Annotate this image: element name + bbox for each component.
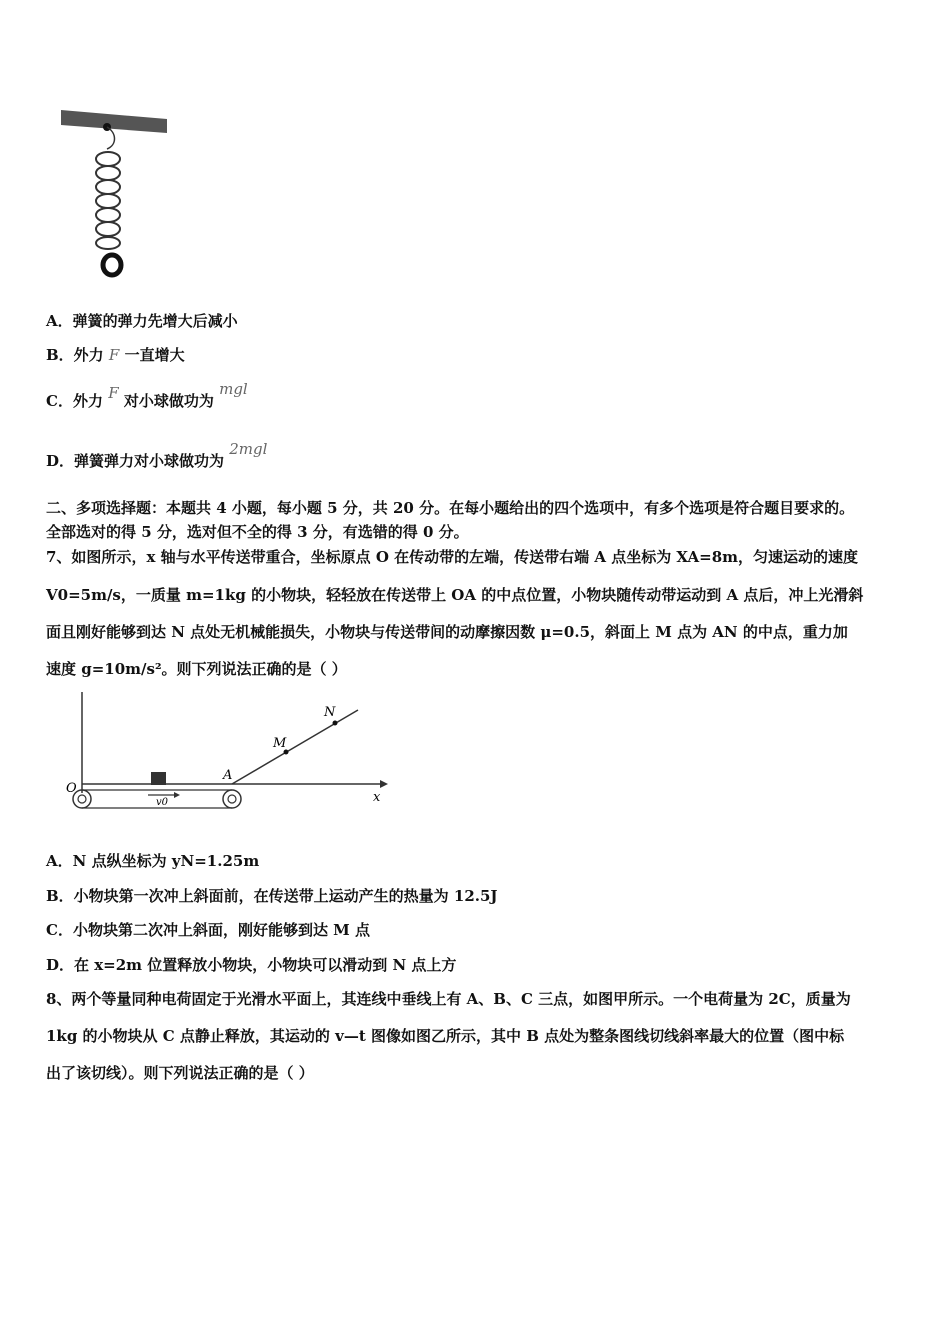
label-m: M [273, 736, 287, 751]
point-n [333, 721, 338, 726]
q7-option-b: B．小物块第一次冲上斜面前，在传送带上运动产生的热量为 12.5J [46, 887, 498, 905]
label-o: O [66, 781, 77, 796]
q8-stem-line2: 1kg 的小物块从 C 点静止释放，其运动的 v—t 图像如图乙所示，其中 B 点处为整条图线切线斜率最大的位置（图中标 [46, 1027, 845, 1045]
q8-stem-line3: 出了该切线）。则下列说法正确的是（ ） [46, 1064, 314, 1082]
q6-option-a: A．弹簧的弹力先增大后减小 [46, 312, 238, 330]
spring-coil [96, 152, 120, 249]
section2-heading-line1: 二、多项选择题：本题共 4 小题，每小题 5 分，共 20 分。在每小题给出的四个选项中，有多个选项是符合题目要求的。 [46, 499, 855, 517]
spring-figure [55, 105, 175, 285]
right-roller [223, 790, 241, 808]
q7-stem-line4: 速度 g=10m/s²。则下列说法正确的是（ ） [46, 660, 347, 678]
q7-stem-line1: 7、如图所示，x 轴与水平传送带重合，坐标原点 O 在传动带的左端，传送带右端 A 点坐标为 XA=8m，匀速运动的速度 [46, 548, 859, 566]
section2-heading-line2: 全部选对的得 5 分，选对但不全的得 3 分，有选错的得 0 分。 [46, 523, 469, 541]
ceiling-bar [61, 110, 167, 133]
ball [103, 255, 121, 275]
incline [232, 710, 358, 784]
label-a: A [223, 768, 233, 783]
q6-option-d: D．弹簧弹力对小球做功为 2mgl [46, 440, 268, 470]
block [151, 772, 166, 785]
conveyor-figure [62, 688, 392, 818]
label-n: N [324, 705, 336, 720]
q7-option-d: D．在 x=2m 位置释放小物块，小物块可以滑动到 N 点上方 [46, 956, 457, 974]
q6-option-c: C．外力 F 对小球做功为 mgl [46, 380, 248, 410]
q7-option-c: C．小物块第二次冲上斜面，刚好能够到达 M 点 [46, 921, 370, 939]
q7-option-a: A．N 点纵坐标为 yN=1.25m [46, 852, 260, 870]
label-v0: v0 [156, 797, 169, 808]
q7-stem-line2: V0=5m/s，一质量 m=1kg 的小物块，轻轻放在传送带上 OA 的中点位置，小物块随传动带运动到 A 点后，冲上光滑斜 [46, 586, 864, 604]
q8-stem-line1: 8、两个等量同种电荷固定于光滑水平面上，其连线中垂线上有 A、B、C 三点，如图甲所示。一个电荷量为 2C，质量为 [46, 990, 851, 1008]
label-x: x [373, 790, 381, 805]
q6-option-b: B．外力 F 一直增大 [46, 346, 185, 364]
q7-stem-line3: 面且刚好能够到达 N 点处无机械能损失，小物块与传送带间的动摩擦因数 μ=0.5，斜面上 M 点为 AN 的中点，重力加 [46, 623, 848, 641]
